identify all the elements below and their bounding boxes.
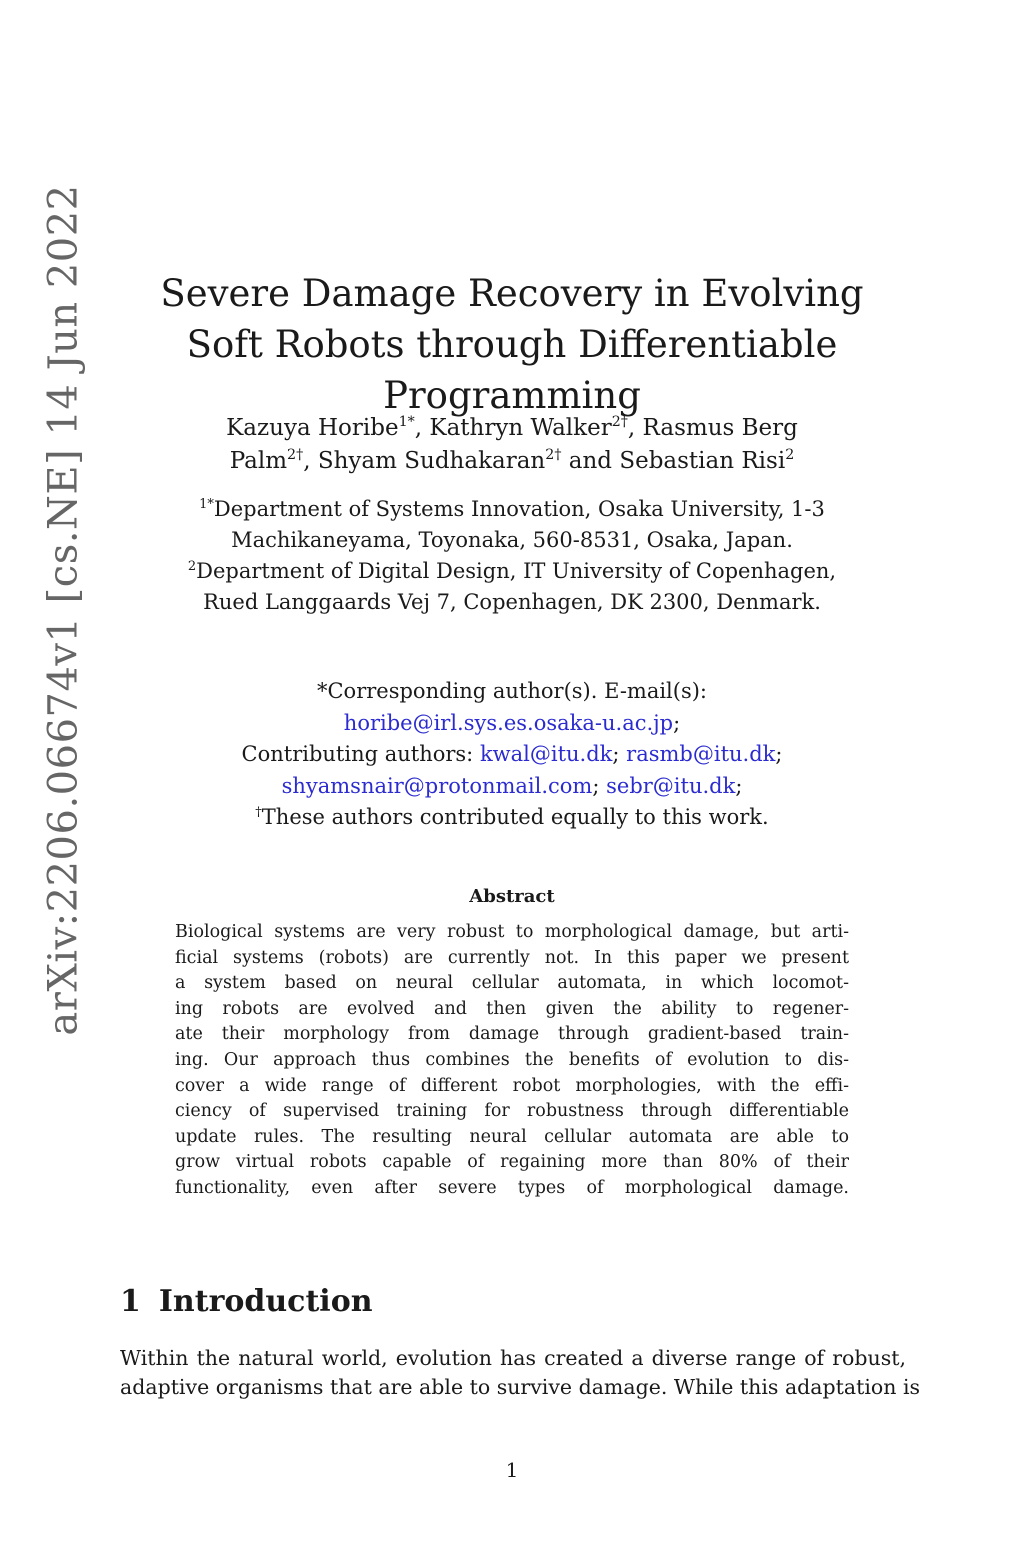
abstract-heading: Abstract	[469, 886, 555, 907]
arxiv-stamp	[34, 184, 94, 1036]
author-name: , Shyam Sudhakaran	[303, 448, 546, 474]
corresponding-email-line	[120, 708, 904, 740]
author-name: , Rasmus Berg	[627, 415, 798, 441]
affiliation-2	[120, 556, 904, 587]
section-heading-introduction	[120, 1284, 373, 1319]
separator: ;	[775, 742, 783, 766]
abstract-line: ficial systems (robots) are currently not. In this paper we present	[175, 947, 849, 968]
email-link-sebr[interactable]: sebr@itu.dk	[606, 773, 736, 798]
abstract-line: Biological systems are very robust to morphological damage, but arti-	[175, 922, 849, 942]
abstract-line: cover a wide range of different robot morphologies, with the effi-	[175, 1075, 849, 1096]
affiliation-text: Department of Digital Design, IT University of Copenhagen,	[196, 559, 837, 583]
author-list	[150, 412, 874, 478]
contributing-emails-line	[120, 771, 904, 803]
section-title: Introduction	[158, 1284, 373, 1319]
affiliation-mark: 2	[187, 558, 197, 574]
author-name: Kazuya Horibe	[226, 415, 399, 441]
author-affil-mark: 2†	[545, 447, 562, 464]
author-name: , Kathryn Walker	[414, 415, 612, 441]
abstract-body	[175, 920, 849, 1202]
dagger-mark: †	[255, 804, 262, 820]
equal-contribution-text: These authors contributed equally to this work.	[261, 805, 769, 829]
author-affil-mark: 2†	[611, 414, 628, 431]
separator: ;	[592, 773, 607, 798]
introduction-body	[120, 1344, 921, 1401]
equal-contribution-note	[120, 802, 904, 834]
paper-title: Severe Damage Recovery in Evolving Soft Robots through Differentiable Programming	[160, 272, 864, 417]
author-affil-mark: 1*	[398, 414, 415, 431]
abstract-line: functionality, even after severe types of morphological damage.	[175, 1177, 849, 1198]
separator: ;	[735, 773, 743, 798]
author-name: and Sebastian Risi	[561, 448, 786, 474]
email-link-rasmb[interactable]: rasmb@itu.dk	[626, 742, 776, 766]
email-link-shyam[interactable]: shyamsnair@protonmail.com	[281, 773, 593, 798]
email-link-kwal[interactable]: kwal@itu.dk	[479, 742, 613, 766]
affiliation-1-cont: Machikaneyama, Toyonaka, 560-8531, Osaka, Japan.	[231, 528, 793, 552]
arxiv-stamp-text: arXiv:2206.06674v1 [cs.NE] 14 Jun 2022	[41, 184, 88, 1036]
email-link-horibe[interactable]: horibe@irl.sys.es.osaka-u.ac.jp	[343, 710, 674, 735]
author-affil-mark: 2†	[287, 447, 304, 464]
body-line: adaptive organisms that are able to survive damage. While this adaptation is	[120, 1374, 921, 1399]
abstract-line: a system based on neural cellular automata, in which locomot-	[175, 973, 849, 994]
affiliation-text: Department of Systems Innovation, Osaka University, 1-3	[213, 497, 825, 521]
separator: ;	[612, 742, 627, 766]
corresponding-author-line: *Corresponding author(s). E-mail(s):	[316, 679, 708, 703]
contributing-label: Contributing authors:	[241, 742, 480, 766]
contributing-authors-line	[120, 739, 904, 771]
affiliation-2-cont: Rued Langgaards Vej 7, Copenhagen, DK 2300, Denmark.	[203, 590, 821, 614]
page-number: 1	[505, 1458, 519, 1482]
abstract-line: ing robots are evolved and then given the ability to regener-	[175, 998, 849, 1019]
abstract-line: ing. Our approach thus combines the benefits of evolution to dis-	[175, 1049, 849, 1070]
abstract-line: ciency of supervised training for robustness through differentiable	[175, 1101, 849, 1122]
affiliations	[120, 494, 904, 618]
abstract-line: ate their morphology from damage through gradient-based train-	[175, 1024, 849, 1045]
body-line: Within the natural world, evolution has created a diverse range of robust,	[120, 1346, 906, 1370]
author-affil-mark: 2	[785, 447, 795, 464]
affiliation-1	[120, 494, 904, 525]
author-line-1	[150, 412, 874, 445]
separator: ;	[673, 710, 681, 735]
correspondence-block	[120, 676, 904, 834]
abstract-line: grow virtual robots capable of regaining more than 80% of their	[175, 1152, 849, 1173]
author-name: Palm	[229, 448, 288, 474]
author-line-2	[150, 445, 874, 478]
affiliation-mark: 1*	[199, 496, 214, 512]
abstract-line: update rules. The resulting neural cellular automata are able to	[175, 1126, 849, 1147]
section-number: 1	[120, 1284, 141, 1319]
